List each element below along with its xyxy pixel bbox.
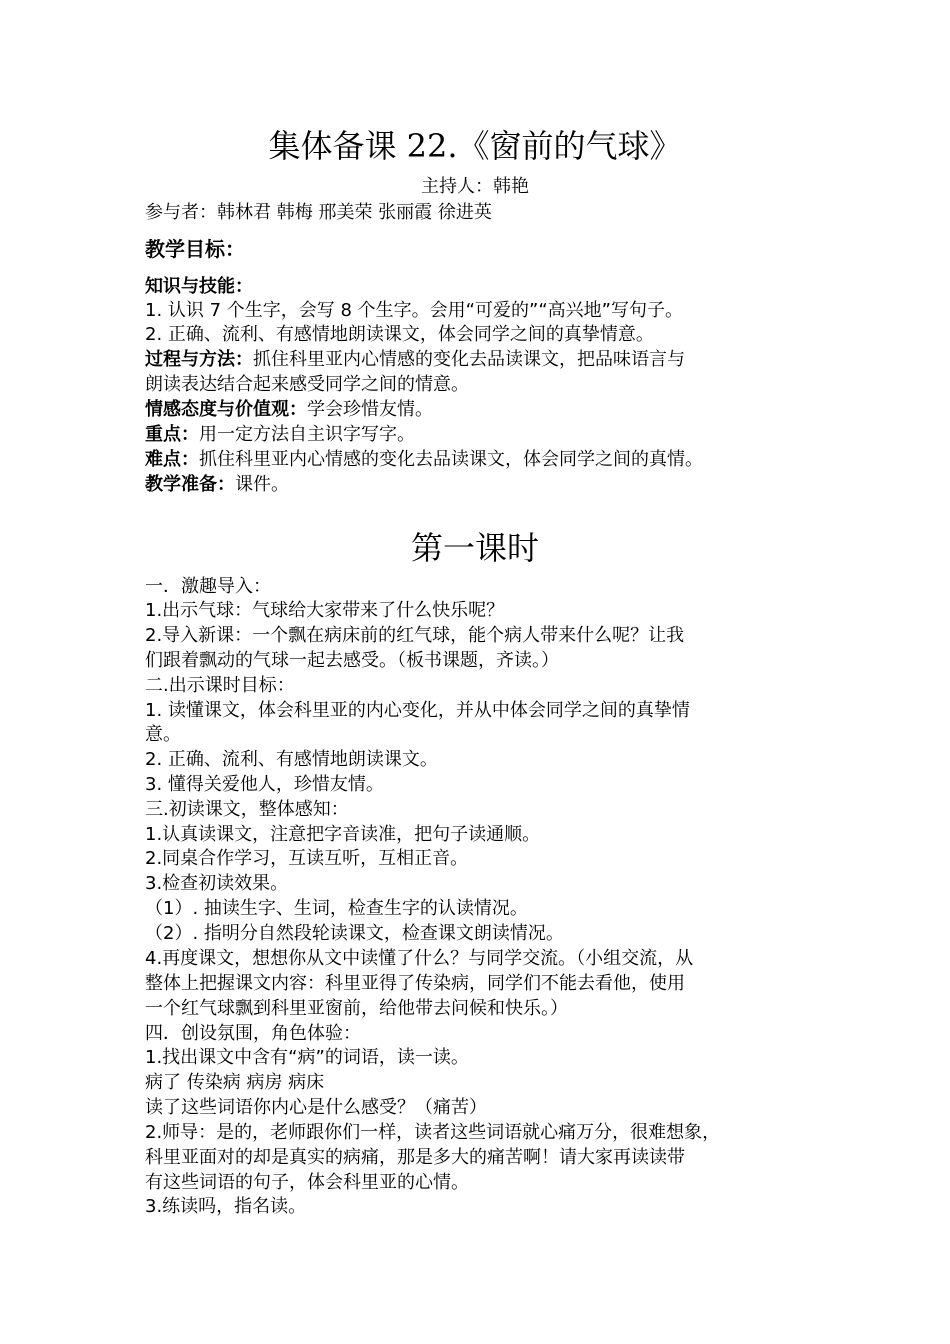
- preparation-label: 教学准备：: [145, 474, 235, 495]
- difficulty-label: 难点：: [145, 449, 199, 470]
- objectives-heading: 教学目标：: [145, 237, 245, 261]
- lesson-line: 病了 传染病 病房 病床: [145, 1072, 325, 1093]
- lesson-line: 一个红气球飘到科里亚窗前，给他带去问候和快乐。）: [145, 998, 568, 1019]
- preparation-line: [145, 472, 289, 497]
- process-label: 过程与方法：: [145, 349, 253, 370]
- lesson-line: 4.再度课文，想想你从文中读懂了什么？与同学交流。（小组交流，从: [145, 948, 694, 969]
- knowledge-label: 知识与技能：: [145, 276, 253, 297]
- lesson-line: 2. 正确、流利、有感情地朗读课文。: [145, 749, 438, 770]
- process-line-1: [145, 347, 685, 372]
- key-point-text: 用一定方法自主识字写字。: [199, 424, 415, 445]
- lesson-line: 四．创设氛围，角色体验：: [145, 1023, 361, 1044]
- knowledge-item-1: 1. 认识 7 个生字，会写 8 个生字。会用“可爱的”“高兴地”写句子。: [145, 300, 683, 321]
- lesson-line: 三.初读课文，整体感知：: [145, 799, 349, 820]
- lesson-line: 科里亚面对的却是真实的病痛，那是多大的痛苦啊！请大家再读读带: [145, 1147, 685, 1168]
- lesson-line: 意。: [145, 724, 181, 745]
- lesson-line: 1.出示气球：气球给大家带来了什么快乐呢？: [145, 600, 505, 621]
- lesson-line: 整体上把握课文内容：科里亚得了传染病，同学们不能去看他，使用: [145, 973, 685, 994]
- lesson-title: 第一课时: [410, 529, 539, 567]
- preparation-text: 课件。: [235, 474, 289, 495]
- lesson-line: 2.同桌合作学习，互读互听，互相正音。: [145, 848, 469, 869]
- difficulty-text: 抓住科里亚内心情感的变化去品读课文，体会同学之间的真情。: [199, 449, 703, 470]
- lesson-line: 一．激趣导入：: [145, 576, 271, 597]
- key-point-line: [145, 422, 415, 447]
- lesson-line: 二.出示课时目标：: [145, 675, 295, 696]
- key-point-label: 重点：: [145, 424, 199, 445]
- lesson-line: （2）. 指明分自然段轮读课文，检查课文朗读情况。: [145, 923, 564, 944]
- lesson-line: 1. 读懂课文，体会科里亚的内心变化，并从中体会同学之间的真挚情: [145, 700, 690, 721]
- host-line: 主持人：韩艳: [421, 176, 529, 197]
- participants-line: 参与者：韩林君 韩梅 邢美荣 张丽霞 徐进英: [145, 202, 492, 223]
- knowledge-item-2: 2. 正确、流利、有感情地朗读课文，体会同学之间的真挚情意。: [145, 324, 654, 345]
- emotion-line: [145, 397, 433, 422]
- lesson-line: 有这些词语的句子，体会科里亚的心情。: [145, 1172, 469, 1193]
- lesson-line: 2.导入新课：一个飘在病床前的红气球，能个病人带来什么呢？让我: [145, 625, 685, 646]
- lesson-line: 1.认真读课文，注意把字音读准，把句子读通顺。: [145, 824, 541, 845]
- process-text: 抓住科里亚内心情感的变化去品读课文，把品味语言与: [253, 349, 685, 370]
- process-line-2: 朗读表达结合起来感受同学之间的情意。: [145, 374, 469, 395]
- difficulty-line: [145, 447, 703, 472]
- emotion-label: 情感态度与价值观：: [145, 399, 307, 420]
- lesson-line: 3. 懂得关爱他人，珍惜友情。: [145, 774, 384, 795]
- lesson-line: 们跟着飘动的气球一起去感受。（板书课题，齐读。）: [145, 650, 559, 671]
- lesson-line: 读了这些词语你内心是什么感受？（痛苦）: [145, 1097, 487, 1118]
- lesson-line: 3.练读吗，指名读。: [145, 1196, 307, 1217]
- lesson-line: 2.师导：是的，老师跟你们一样，读者这些词语就心痛万分，很难想象，: [145, 1122, 721, 1143]
- lesson-line: 1.找出课文中含有“病”的词语，读一读。: [145, 1047, 469, 1068]
- lesson-line: （1）. 抽读生字、生词，检查生字的认读情况。: [145, 898, 528, 919]
- emotion-text: 学会珍惜友情。: [307, 399, 433, 420]
- document-title: 集体备课 22.《窗前的气球》: [268, 127, 682, 165]
- lesson-line: 3.检查初读效果。: [145, 873, 289, 894]
